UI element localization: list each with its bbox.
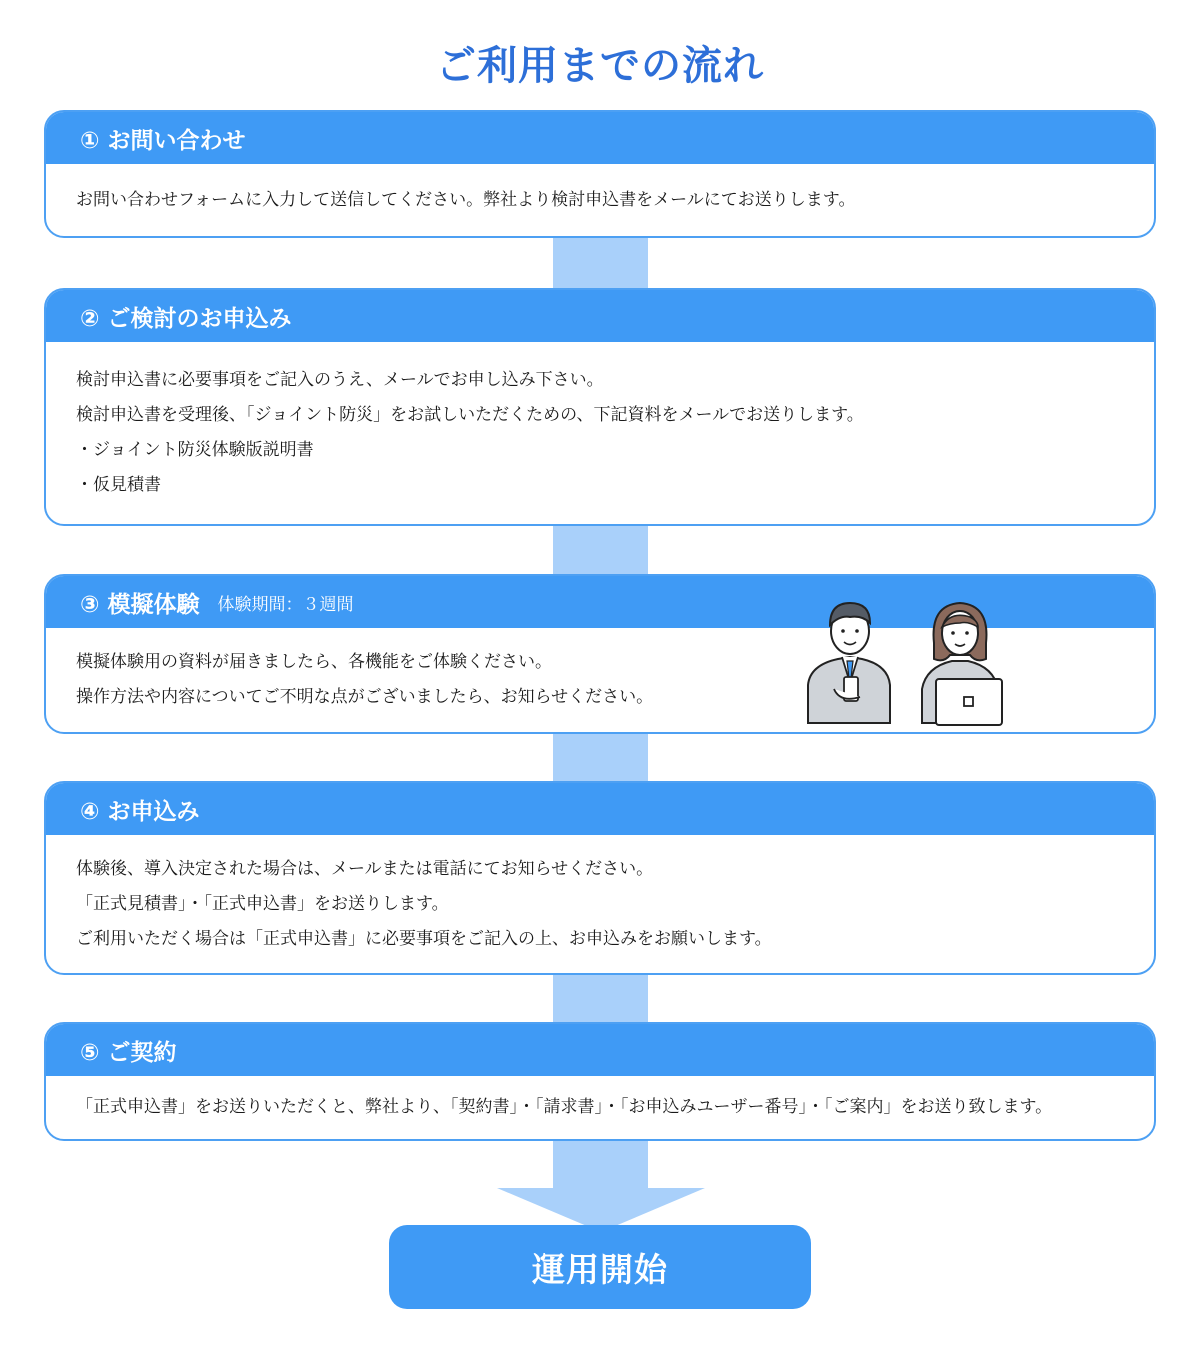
step-2-title: ② ご検討のお申込み xyxy=(80,305,292,332)
connector-1-2 xyxy=(553,236,648,290)
page-title: ご利用までの流れ xyxy=(436,43,764,89)
step-3-line-1: 模擬体験用の資料が届きましたら、各機能をご体験ください。 xyxy=(76,652,552,672)
connector-4-5 xyxy=(553,973,648,1024)
step-4-body xyxy=(46,835,1154,973)
step-5-contract xyxy=(44,1022,1156,1141)
step-3-title: ③ 模擬体験 xyxy=(80,591,200,618)
step-4-application xyxy=(44,781,1156,975)
businessman-icon xyxy=(808,603,890,723)
people-illustration xyxy=(800,593,1030,733)
step-2-header xyxy=(46,290,1154,342)
step-4-line-3: ご利用いただく場合は「正式申込書」に必要事項をご記入の上、お申込みをお願いします。 xyxy=(76,928,772,949)
step-4-header xyxy=(46,783,1154,835)
step-4-line-2: 「正式見積書」・「正式申込書」をお送りします。 xyxy=(76,893,449,914)
step-1-header xyxy=(46,112,1154,164)
businesswoman-laptop-icon xyxy=(922,603,1002,725)
step-3-period: 体験期間：３週間 xyxy=(217,594,354,615)
step-2-line-2: 検討申込書を受理後、「ジョイント防災」をお試しいただくための、下記資料をメールでお送りします。 xyxy=(76,405,864,425)
step-1-body xyxy=(46,164,1154,236)
step-4-title: ④ お申込み xyxy=(80,798,200,825)
connector-2-3 xyxy=(553,524,648,576)
step-1-line-1: お問い合わせフォームに入力して送信してください。弊社より検討申込書をメールにてお送りします。 xyxy=(76,189,856,210)
connector-3-4 xyxy=(553,732,648,783)
step-2-line-4: ・仮見積書 xyxy=(76,475,161,495)
step-3-line-2: 操作方法や内容についてご不明な点がございましたら、お知らせください。 xyxy=(76,687,654,707)
step-2-review-application xyxy=(44,288,1156,526)
step-5-title: ⑤ ご契約 xyxy=(80,1039,177,1066)
step-5-body xyxy=(46,1076,1154,1139)
step-2-line-1: 検討申込書に必要事項をご記入のうえ、メールでお申し込み下さい。 xyxy=(76,370,604,390)
step-5-line-1: 「正式申込書」をお送りいただくと、弊社より、「契約書」・「請求書」・「お申込みユーザー番号」・「ご案内」をお送り致します。 xyxy=(76,1097,1053,1117)
start-operation-box: 運用開始 xyxy=(389,1225,811,1309)
step-4-line-1: 体験後、導入決定された場合は、メールまたは電話にてお知らせください。 xyxy=(76,858,654,879)
step-2-body xyxy=(46,342,1154,524)
step-1-inquiry xyxy=(44,110,1156,238)
connector-5-final xyxy=(553,1139,648,1189)
step-1-title: ① お問い合わせ xyxy=(80,127,246,154)
step-5-header xyxy=(46,1024,1154,1076)
step-2-line-3: ・ジョイント防災体験版説明書 xyxy=(76,440,314,460)
